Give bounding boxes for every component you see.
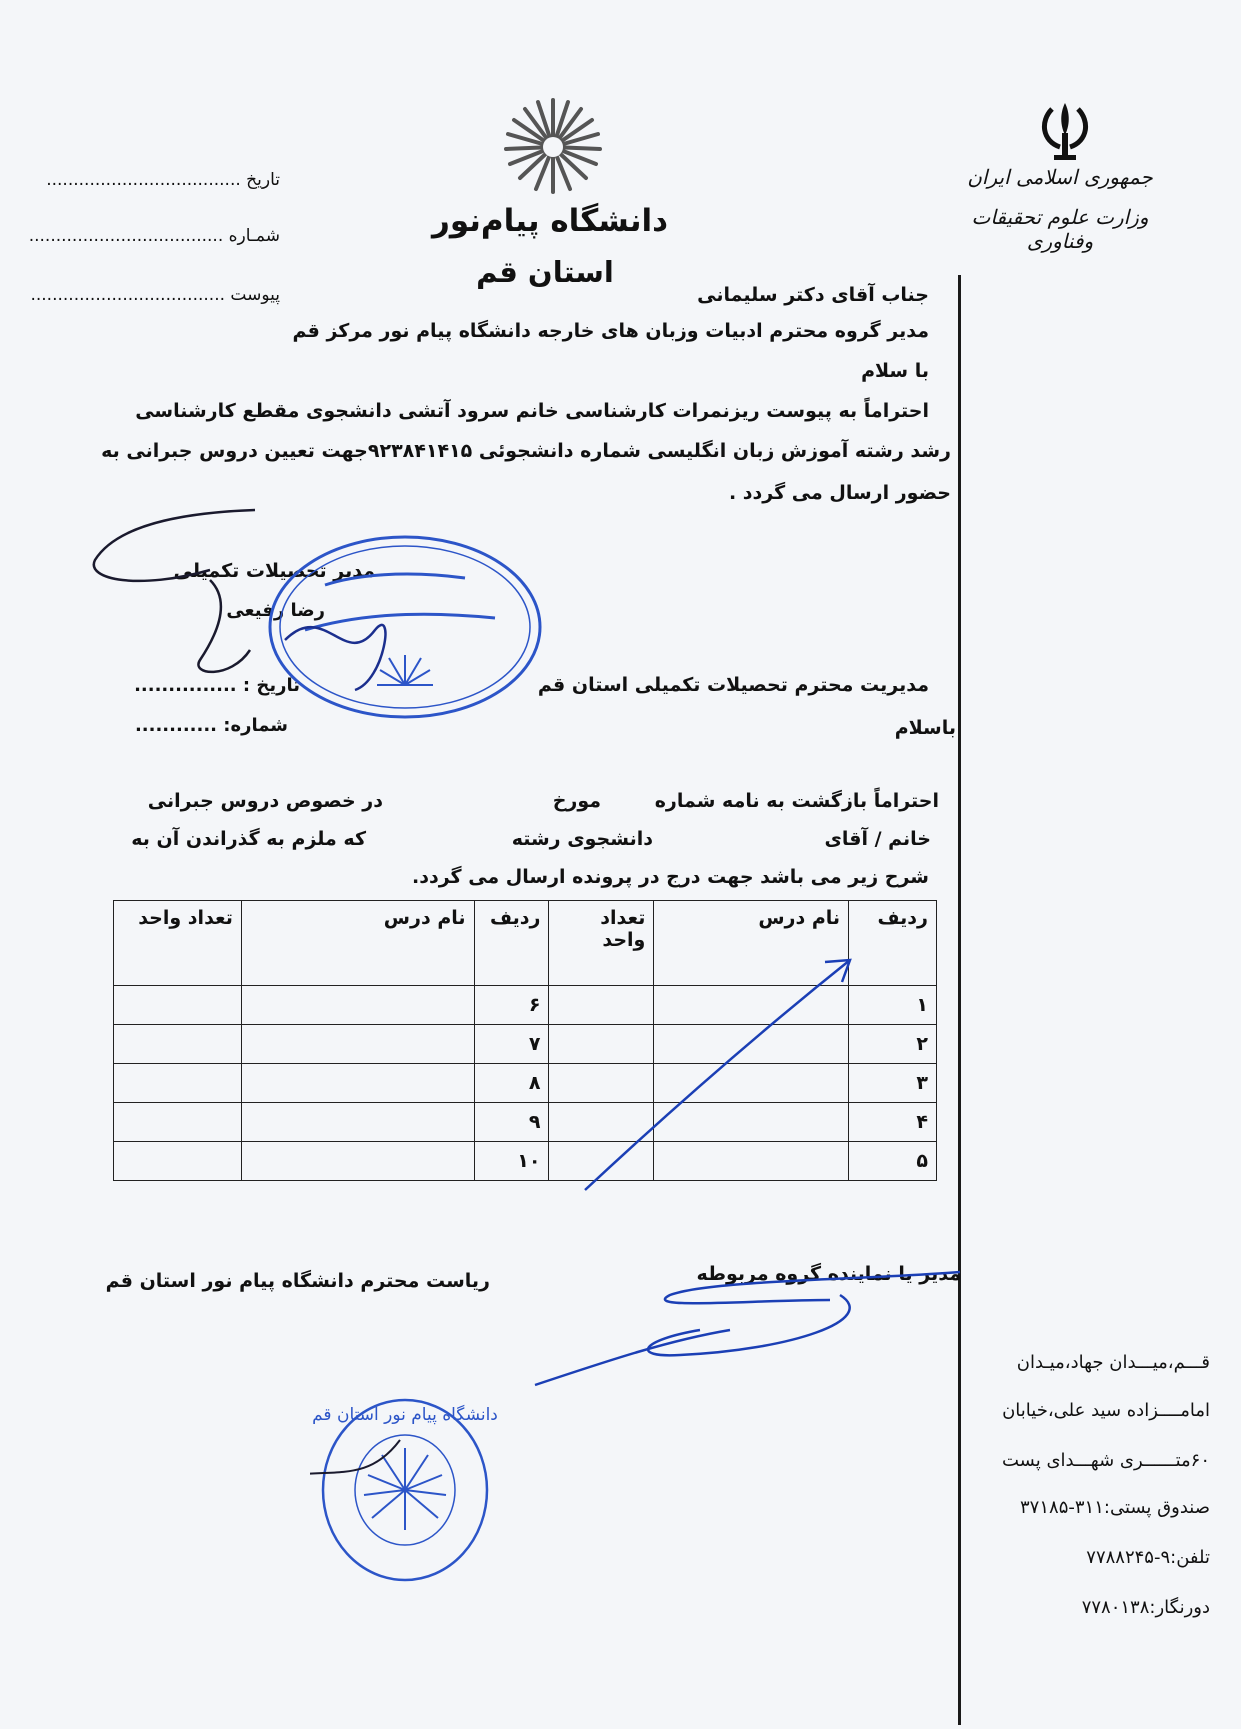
letter1-body-line3: حضور ارسال می گردد . [728,482,951,504]
table-cell: ۹ [474,1103,549,1142]
university-stamp-bottom-icon [310,1380,500,1590]
letter1-body-line2: رشد رشته آموزش زبان انگلیسی شماره دانشجوئی ۹۲۳۸۴۱۴۱۵جهت تعیین دروس جبرانی به [101,440,951,462]
letter1-signer-name: رضا رفیعی [226,600,325,621]
address-line1: قـــم،میـــدان جهاد،میـدان [1016,1352,1210,1373]
table-cell [114,1025,242,1064]
table-cell [241,1064,474,1103]
letter1-signer-title: مدیر تحصیلات تکمیلی [173,560,375,582]
letter2-line2-major: دانشجوی رشته [511,828,653,850]
stamp-bottom-text: دانشگاه پیام نور استان قم [312,1405,498,1425]
table-header-cell: نام درس [654,901,849,986]
table-cell: ۱ [849,986,937,1025]
table-cell: ۶ [474,986,549,1025]
address-fax: دورنگار:۷۷۸۰۱۳۸ [1081,1597,1210,1618]
table-cell: ۲ [849,1025,937,1064]
table-cell: ۵ [849,1142,937,1181]
letter2-line1-ref: احتراماً بازگشت به نامه شماره [654,790,939,812]
table-header-cell: ردیف [849,901,937,986]
letter1-body-line1: احتراماً به پیوست ریزنمرات کارشناسی خانم سرود آتشی دانشجوی مقطع کارشناسی [135,400,929,422]
letter2-line1-subject: در خصوص دروس جبرانی [147,790,383,812]
letter1-salutation: جناب آقای دکتر سلیمانی [697,284,929,306]
table-cell [114,1103,242,1142]
letter2-line2-obliged: که ملزم به گذراندن آن به [131,828,366,850]
table-header-cell: تعداد واحد [549,901,654,986]
table-cell: ۷ [474,1025,549,1064]
letter1-greeting: با سلام [861,360,929,382]
letter1-number-field: شماره: ............ [134,715,288,736]
letter2-addressee: مدیریت محترم تحصیلات تکمیلی استان قم [537,674,929,696]
address-line2: امامــــزاده سید علی،خیابان [1002,1400,1210,1421]
letter1-addressee: مدیر گروه محترم ادبیات وزبان های خارجه دانشگاه پیام نور مرکز قم [292,320,929,342]
university-logo-icon [498,92,608,202]
address-line4: صندوق پستی:۳۱۱-۳۷۱۸۵ [1020,1497,1210,1518]
ministry-title: وزارت علوم تحقیقات وفناوری [971,205,1149,253]
letter1-date-field: تاریخ : ............... [134,675,300,696]
table-cell: ۸ [474,1064,549,1103]
presidency-label: ریاست محترم دانشگاه پیام نور استان قم [105,1270,490,1292]
table-header-cell: تعداد واحد [114,901,242,986]
university-stamp-top-icon [265,530,545,725]
address-line3: ۶۰متــــــری شهـــدای پست [1001,1450,1210,1471]
address-phone: تلفن:۹-۷۷۸۸۲۴۵ [1086,1547,1210,1568]
university-province: استان قم [476,255,614,289]
table-header-cell: نام درس [241,901,474,986]
signature-footer [530,1270,970,1390]
header-number-field: شمـاره .................................... [28,226,280,246]
table-cell: ۱۰ [474,1142,549,1181]
table-cell [241,1142,474,1181]
header-attachment-field: پیوست .................................... [30,285,280,305]
table-cell [114,1142,242,1181]
letter2-line3: شرح زیر می باشد جهت درج در پرونده ارسال می گردد. [412,866,929,888]
header-date-field: تاریخ .................................... [46,170,280,190]
university-name: دانشگاه پیام‌نور [431,203,669,239]
table-cell [114,986,242,1025]
table-strike-line [580,950,860,1200]
letter2-line1-dated: مورخ [552,790,601,812]
iran-emblem-icon [1030,95,1100,165]
table-cell: ۴ [849,1103,937,1142]
table-header-cell: ردیف [474,901,549,986]
group-representative-label: مدیر یا نماینده گروه مربوطه [696,1263,961,1285]
table-cell [241,1025,474,1064]
letter2-line2-name: خانم / آقای [824,828,931,850]
table-cell: ۳ [849,1064,937,1103]
table-cell [114,1064,242,1103]
letter2-greeting: باسلام [894,717,956,739]
table-cell [241,986,474,1025]
table-cell [241,1103,474,1142]
republic-title: جمهوری اسلامی ایران [967,165,1153,189]
